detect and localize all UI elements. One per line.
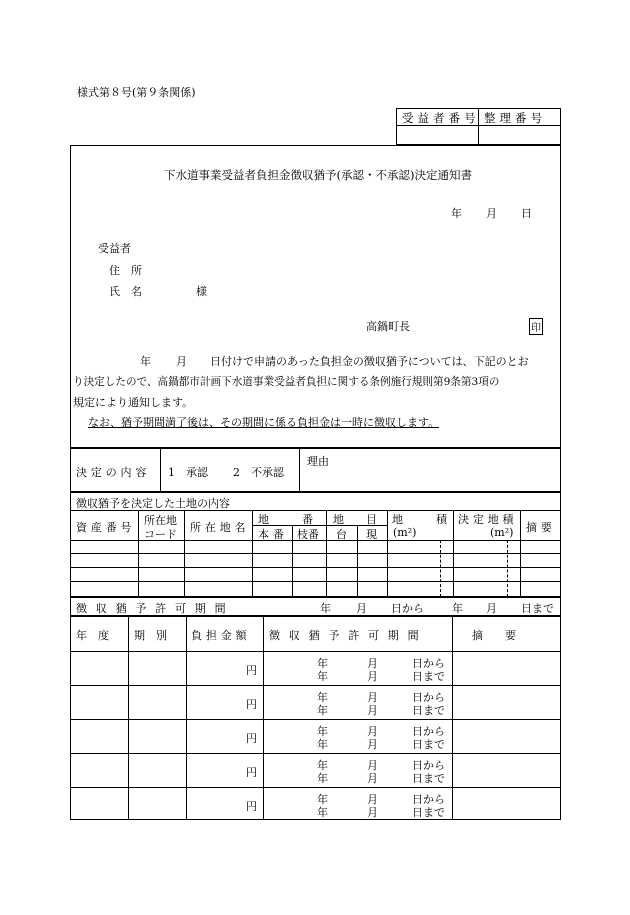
name-label: 氏 名 (109, 285, 142, 298)
period-month-until: 月 (486, 602, 497, 615)
seal-mark: 印 (529, 318, 543, 335)
header-area: 地 積 (392, 513, 447, 526)
period-until: 日まで (521, 602, 554, 615)
header-fiscal-remarks: 摘 要 (472, 629, 516, 642)
honorific: 様 (196, 285, 207, 298)
period-label: 徴収猶予許可期間 (76, 602, 235, 615)
header-decided-area: 決定地積 (458, 513, 518, 526)
decision-approve: 1 承認 (168, 466, 208, 479)
document-title: 下水道事業受益者負担金徴収猶予(承認・不承認)決定通知書 (164, 168, 472, 182)
decision-reject: 2 不承認 (233, 466, 284, 479)
body-year: 年 (140, 355, 151, 368)
header-location-code-1: 所在地 (144, 514, 177, 527)
beneficiary-label: 受益者 (98, 242, 131, 255)
header-term: 期 別 (134, 629, 167, 642)
header-location-code-2: コード (144, 528, 177, 541)
address-label: 住 所 (109, 264, 142, 277)
header-amount: 負担金額 (191, 629, 251, 642)
header-area-unit: (m²) (393, 526, 417, 539)
header-ledger: 台 (336, 528, 347, 541)
header-branch-number: 枝番 (297, 528, 319, 541)
header-period: 徴収猶予許可期間 (269, 629, 428, 642)
header-current: 現 (366, 528, 377, 541)
period-from: 日から (391, 602, 424, 615)
body-month: 月 (176, 355, 187, 368)
header-asset-number: 資産番号 (76, 521, 136, 534)
date-year: 年 (451, 207, 462, 220)
body-line2: り決定したので、高鍋都市計画下水道事業受益者負担に関する条例施行規則第9条第3項の (73, 376, 500, 388)
date-day: 日 (521, 207, 532, 220)
period-year-from: 年 (320, 602, 331, 615)
body-line3: 規定により通知します。 (73, 396, 194, 409)
header-fiscal-year: 年 度 (76, 629, 109, 642)
decision-label: 決定の内容 (76, 466, 151, 479)
issuer-title: 高鍋町長 (366, 320, 410, 333)
header-land-category: 地 目 (333, 513, 377, 526)
header-decided-area-unit: (m²) (490, 526, 514, 539)
fiscal-table (70, 616, 561, 820)
header-main-number: 本番 (258, 528, 288, 541)
date-month: 月 (486, 207, 497, 220)
body-note: なお、猶予期間満了後は、その期間に係る負担金は一時に徴収します。 (88, 416, 440, 429)
header-lot-number: 地 番 (258, 513, 313, 526)
header-location-name: 所在地名 (190, 521, 250, 534)
form-number: 様式第８号(第９条関係) (77, 86, 196, 99)
reference-number-label: 整理番号 (484, 111, 547, 125)
reason-label: 理由 (307, 455, 329, 468)
land-section-title: 徴収猶予を決定した土地の内容 (76, 497, 230, 510)
period-month-from: 月 (356, 602, 367, 615)
header-remarks: 摘要 (526, 521, 556, 534)
period-year-until: 年 (452, 602, 463, 615)
body-line1: 日付けで申請のあった負担金の徴収猶予については、下記のとお (210, 355, 529, 368)
beneficiary-number-label: 受益者番号 (402, 111, 480, 125)
